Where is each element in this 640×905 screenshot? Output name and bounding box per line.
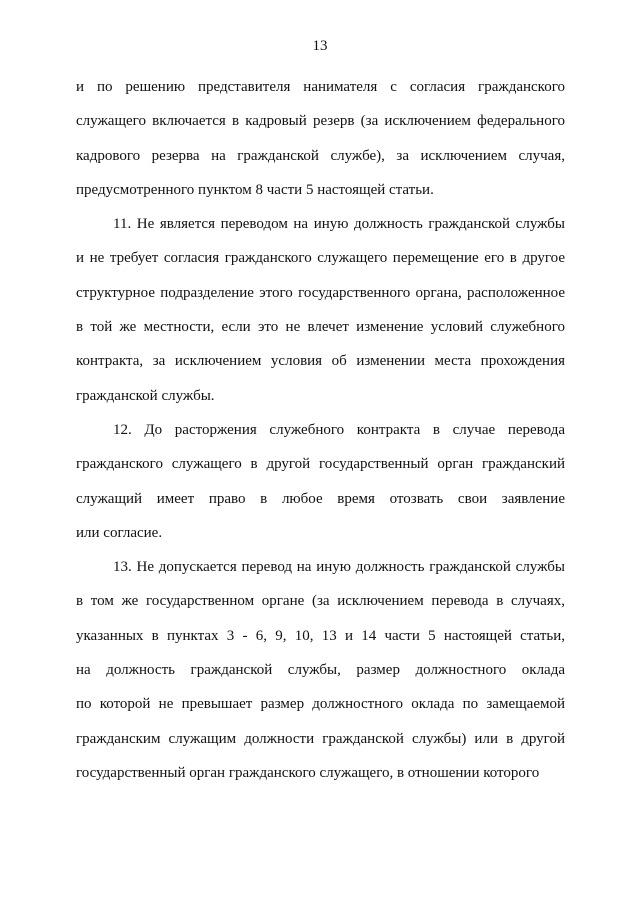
text-line: гражданским служащим должности гражданской службы) или в другой [76,730,565,747]
text-line: служащего включается в кадровый резерв (за исключением федерального [76,113,565,130]
text-line: в той же местности, если это не влечет изменение условий служебного [76,319,565,336]
text-line: или согласие. [76,524,163,541]
text-line: государственный орган гражданского служащего, в отношении которого [76,764,540,781]
text-line: кадрового резерва на гражданской службе), за исключением случая, [76,147,565,164]
text-line: гражданской службы. [76,387,215,404]
text-line: по которой не превышает размер должностного оклада по замещаемой [76,696,565,713]
text-line: 11. Не является переводом на иную должность гражданской службы [113,216,565,233]
text-line: 13. Не допускается перевод на иную должность гражданской службы [113,559,565,576]
text-line: указанных в пунктах 3 - 6, 9, 10, 13 и 14 части 5 настоящей статьи, [76,627,565,644]
paragraph [76,413,565,550]
paragraph [76,207,565,413]
text-line: и не требует согласия гражданского служащего перемещение его в другое [76,250,565,267]
page-number: 13 [312,38,328,54]
text-line: 12. До расторжения служебного контракта в случае перевода [113,421,565,438]
text-line: структурное подразделение этого государственного органа, расположенное [76,284,565,301]
text-line: в том же государственном органе (за исключением перевода в случаях, [76,593,565,610]
text-line: гражданского служащего в другой государственный орган гражданский [76,456,565,473]
paragraph [76,70,565,207]
text-line: и по решению представителя нанимателя с согласия гражданского [76,79,565,95]
paragraph [76,550,565,790]
text-line: служащий имеет право в любое время отозвать свои заявление [76,490,565,507]
text-line: на должность гражданской службы, размер должностного оклада [76,662,565,679]
text-line: контракта, за исключением условия об изменении места прохождения [76,353,565,370]
text-line: предусмотренного пунктом 8 части 5 настоящей статьи. [76,181,434,198]
document-body [76,70,565,790]
